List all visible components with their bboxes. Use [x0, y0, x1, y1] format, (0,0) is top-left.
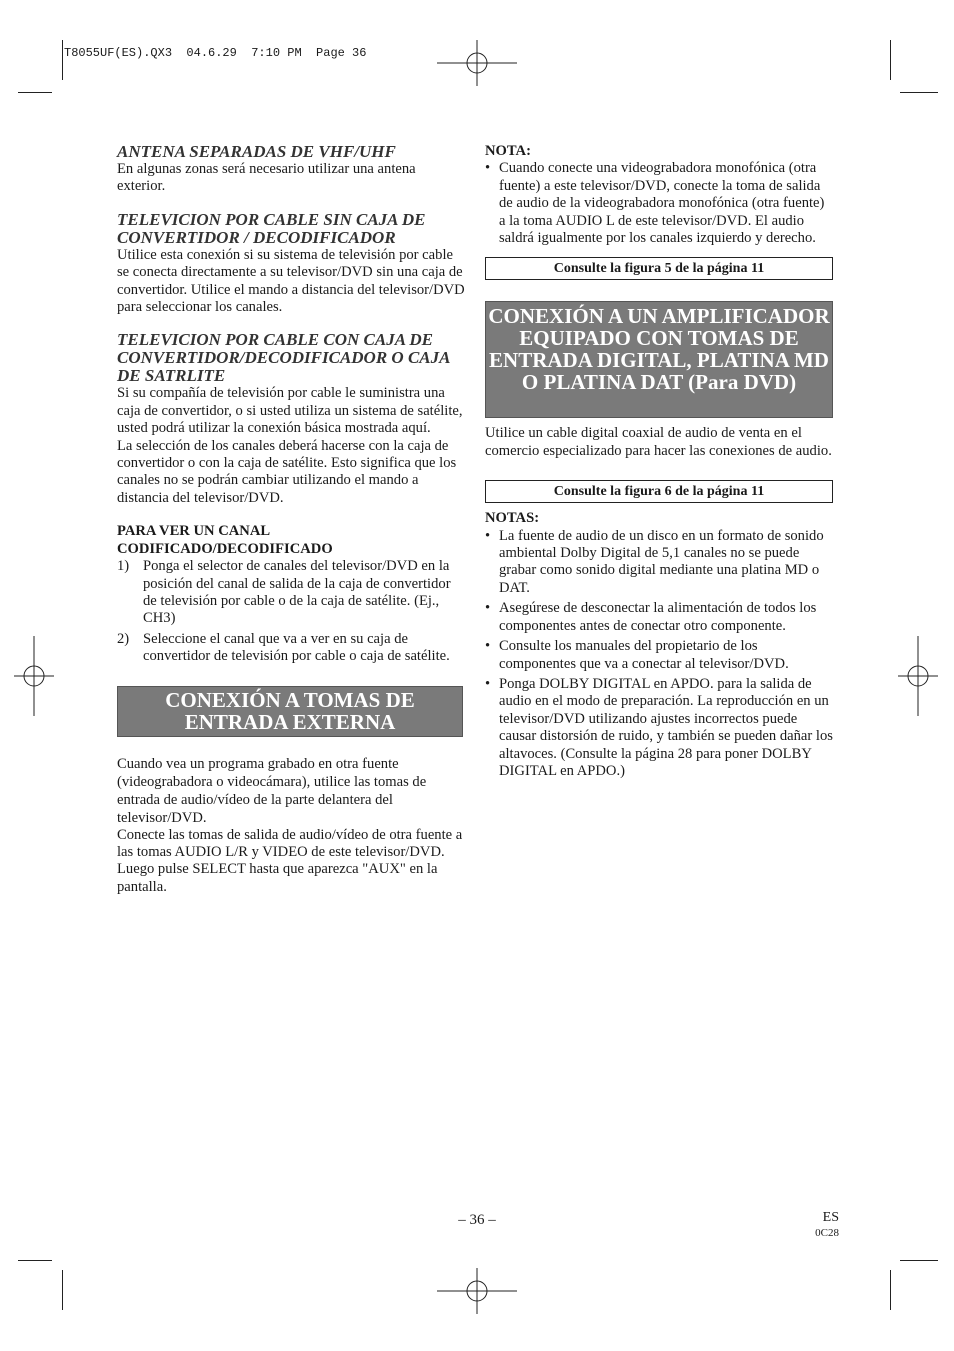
- subsection-heading: PARA VER UN CANAL CODIFICADO/DECODIFICADO: [117, 523, 333, 557]
- language-code: ES: [822, 1210, 839, 1225]
- list-item: • Ponga DOLBY DIGITAL en APDO. para la salida de audio en el modo de preparación. La reproducción en un televisor/DVD utilizando ajustes incorrectos puede causar distorsión de ruido, y también se pueden dañar los altavoces. (Consulte la página 28 para poner DOLBY DIGITAL en APDO.): [485, 676, 833, 780]
- section-heading: TELEVICION POR CABLE CON CAJA DE CONVERTIDOR/DECODIFICADOR O CAJA DE SATRLITE: [117, 330, 450, 386]
- paragraph: En algunas zonas será necesario utilizar una antena exterior.: [117, 161, 416, 195]
- registration-mark-icon: [437, 40, 517, 86]
- registration-mark-icon: [898, 636, 938, 716]
- page-number: – 36 –: [458, 1212, 496, 1228]
- list-item: [117, 631, 467, 666]
- left-column: [117, 143, 467, 896]
- section-banner: CONEXIÓN A TOMAS DE ENTRADA EXTERNA: [117, 686, 463, 737]
- list-item: • Consulte los manuales del propietario de los componentes que va a conectar al televisor/DVD.: [485, 638, 833, 673]
- crop-mark: [900, 92, 938, 93]
- paragraph: La selección de los canales deberá hacerse con la caja de convertidor o con la caja de satélite. Esto significa que los canales no se podrán cambiar utilizando el mando a distancia del televisor/DVD.: [117, 437, 457, 506]
- crop-mark: [62, 40, 63, 80]
- paragraph: Utilice esta conexión si su sistema de televisión por cable se conecta directamente a su televisor/DVD sin una caja de convertidor. Utilice el mando a distancia del televisor/DVD para seleccionar los canales.: [117, 246, 465, 316]
- document-code: 0C28: [815, 1227, 839, 1239]
- notes-list: [485, 528, 833, 781]
- step-text: Ponga el selector de canales del televisor/DVD en la posición del canal de salida de la caja de convertidor de televisión por cable o de la caja de satélite. (Ej., CH3): [143, 558, 451, 627]
- crop-mark: [18, 1260, 52, 1261]
- section-banner: CONEXIÓN A UN AMPLIFICADOR EQUIPADO CON TOMAS DE ENTRADA DIGITAL, PLATINA MD O PLATINA DAT (Para DVD): [485, 301, 833, 418]
- crop-mark: [890, 1270, 891, 1310]
- list-item: [117, 558, 467, 628]
- step-number: 2): [117, 630, 130, 647]
- list-item: • Cuando conecte una videograbadora monofónica (otra fuente) a este televisor/DVD, conecte la toma de salida de audio de la videograbadora monofónica (otra fuente) a la toma AUDIO L de este televisor/DVD. El audio saldrá igualmente por los canales izquierdo y derecho.: [485, 160, 833, 247]
- section-heading: TELEVICION POR CABLE SIN CAJA DE CONVERTIDOR / DECODIFICADOR: [117, 209, 426, 247]
- step-text: Seleccione el canal que va a ver en su caja de convertidor de televisión por cable o caja de satélite.: [143, 630, 450, 665]
- notes-label: NOTAS:: [485, 510, 540, 527]
- paragraph: Cuando vea un programa grabado en otra fuente (videograbadora o videocámara), utilice las tomas de entrada de audio/vídeo de la parte delantera del televisor/DVD.: [117, 755, 427, 826]
- step-number: 1): [117, 558, 130, 575]
- figure-reference: Consulte la figura 5 de la página 11: [485, 257, 833, 280]
- note-label: NOTA:: [485, 143, 531, 159]
- crop-mark: [900, 1260, 938, 1261]
- crop-mark: [18, 92, 52, 93]
- paragraph: Conecte las tomas de salida de audio/vídeo de otra fuente a las tomas AUDIO L/R y VIDEO de este televisor/DVD. Luego pulse SELECT hasta que aparezca "AUX" en la pantalla.: [117, 826, 463, 895]
- list-item: • Asegúrese de desconectar la alimentación de todos los componentes antes de conectar otro componente.: [485, 600, 833, 635]
- section-heading: ANTENA SEPARADAS DE VHF/UHF: [117, 142, 396, 161]
- file-slug: T8055UF(ES).QX3 04.6.29 7:10 PM Page 36: [64, 46, 367, 60]
- paragraph: Si su compañía de televisión por cable le suministra una caja de convertidor, o si usted utiliza un sistema de satélite, usted podrá utilizar la conexión básica mostrada aquí.: [117, 385, 463, 437]
- crop-mark: [890, 40, 891, 80]
- registration-mark-icon: [14, 636, 54, 716]
- step-list: [117, 558, 467, 665]
- crop-mark: [62, 1270, 63, 1310]
- list-item: • La fuente de audio de un disco en un formato de sonido ambiental Dolby Digital de 5,1 canales no se puede grabar como sonido digital mediante una platina MD o DAT.: [485, 528, 833, 598]
- paragraph: Utilice un cable digital coaxial de audio de venta en el comercio especializado para hacer las conexiones de audio.: [485, 425, 832, 459]
- note-list: [485, 160, 833, 247]
- registration-mark-icon: [437, 1268, 517, 1314]
- right-column: [485, 143, 833, 783]
- figure-reference: Consulte la figura 6 de la página 11: [485, 480, 833, 503]
